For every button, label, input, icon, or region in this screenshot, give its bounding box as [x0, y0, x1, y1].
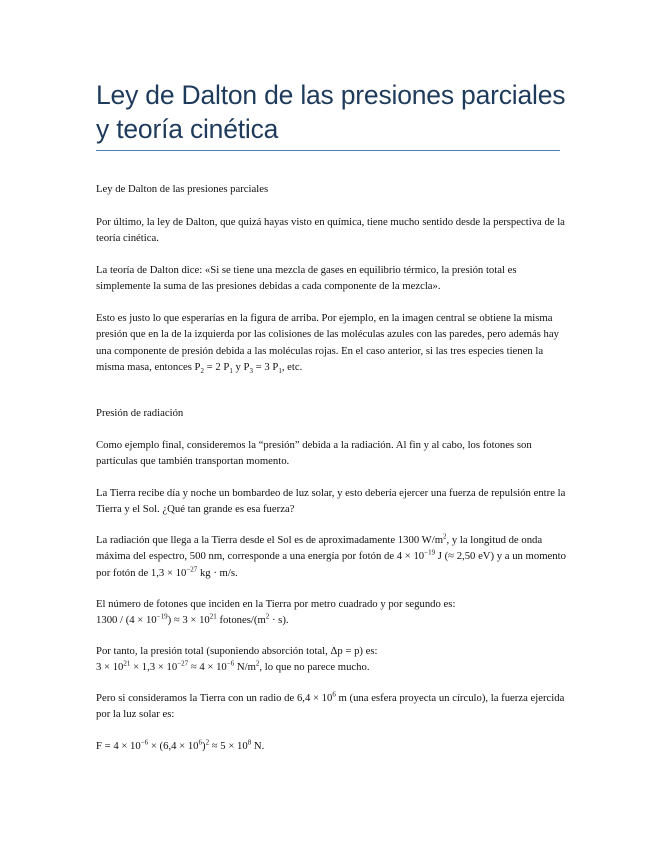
text-run: y P	[232, 361, 250, 374]
page-title: Ley de Dalton de las presiones parciales y teoría cinética	[96, 80, 566, 144]
superscript: 2	[443, 532, 447, 541]
text-run: Pero si consideramos la Tierra con un radio de 6,4 × 10	[96, 692, 333, 704]
paragraph-earth-sun: La Tierra recibe día y noche un bombardeo de luz solar, y esto debería ejercer una fuerza de repulsión entre la Tierra y el Sol. ¿Qué tan grande es esa fuerza?	[96, 487, 566, 516]
superscript: 8	[247, 738, 252, 747]
text-run: Por tanto, la presión total (suponiendo absorción total, Δp = p) es:	[96, 645, 378, 657]
section-heading-radiation: Presión de radiación	[96, 407, 184, 419]
text-run: El número de fotones que inciden en la Tierra por metro cuadrado y por segundo es:	[96, 598, 456, 610]
text-run: ) ≈ 3 × 10	[167, 614, 210, 627]
superscript: 6	[198, 738, 203, 747]
section-heading-dalton: Ley de Dalton de las presiones parciales	[96, 183, 269, 195]
superscript: 2	[255, 659, 260, 668]
text-run: N/m	[234, 661, 256, 674]
subscript: 3	[249, 367, 253, 376]
text-run: × 1,3 × 10	[130, 661, 178, 674]
paragraph-total-pressure	[96, 643, 566, 676]
text-run: · s).	[269, 614, 289, 627]
text-run: N.	[251, 740, 265, 752]
subscript: 1	[278, 367, 282, 376]
text-run: 3 × 10	[96, 661, 124, 674]
text-run: = 2 P	[203, 361, 230, 374]
text-run: × (6,4 × 10	[148, 740, 199, 752]
paragraph-radiation-values	[96, 532, 566, 581]
paragraph-dalton-example	[96, 310, 566, 376]
superscript: −27	[186, 565, 198, 574]
superscript: −19	[424, 548, 436, 557]
text-run: , y la longitud de onda máxima del espectro, 500 nm, corresponde a una energía por fotón de 4 × 10	[96, 534, 543, 563]
paragraph-photon-count	[96, 596, 566, 629]
text-run: , etc.	[281, 361, 303, 374]
paragraph-intro: Por último, la ley de Dalton, que quizá hayas visto en química, tiene mucho sentido desde la perspectiva de la teoría cinética.	[96, 216, 565, 245]
superscript: 2	[205, 738, 210, 747]
text-run: )	[202, 740, 206, 752]
text-run: fotones/(m	[216, 614, 266, 627]
text-run: 1300 / (4 × 10	[96, 614, 157, 627]
text-run: ≈ 4 × 10	[188, 661, 227, 674]
text-run: ≈ 5 × 10	[209, 740, 248, 752]
text-run: La radiación que llega a la Tierra desde el Sol es de aproximadamente 1300 W/m	[96, 534, 444, 546]
paragraph-earth-radius	[96, 690, 566, 723]
superscript: −27	[177, 659, 189, 668]
paragraph-dalton-theory: La teoría de Dalton dice: «Si se tiene una mezcla de gases en equilibrio térmico, la presión total es simplemente la suma de las presiones debidas a cada componente de la mezcla».	[96, 264, 517, 293]
paragraph-force-equation	[96, 738, 566, 754]
superscript: 21	[123, 659, 131, 668]
text-run: kg · m/s.	[197, 566, 238, 579]
superscript: 6	[332, 690, 336, 699]
title-underline	[96, 150, 560, 151]
text-run: , lo que no parece mucho.	[259, 661, 370, 674]
text-run: F = 4 × 10	[96, 740, 141, 752]
paragraph-photons: Como ejemplo final, consideremos la “presión” debida a la radiación. Al fin y al cabo, los fotones son partículas que también transportan momento.	[96, 439, 532, 468]
text-run: = 3 P	[252, 361, 279, 374]
superscript: 2	[265, 612, 270, 621]
superscript: −6	[226, 659, 235, 668]
text-run: m (una esfera proyecta un círculo), la fuerza ejercida por la luz solar es:	[96, 692, 565, 721]
text-run: Esto es justo lo que esperarías en la figura de arriba. Por ejemplo, en la imagen central se obtiene la misma presión que en la de la izquierda por las colisiones de las moléculas azules con las paredes, pero además hay una componente de presión debida a las moléculas rojas. En el caso anterior, si las tres especies tienen la misma masa, entonces P	[96, 312, 559, 374]
superscript: 21	[209, 612, 217, 621]
superscript: −6	[140, 738, 149, 747]
superscript: −19	[156, 612, 168, 621]
text-run: J (≈ 2,50 eV) y a un momento por fotón de 1,3 × 10	[96, 550, 566, 579]
subscript: 1	[229, 367, 233, 376]
subscript: 2	[200, 367, 204, 376]
